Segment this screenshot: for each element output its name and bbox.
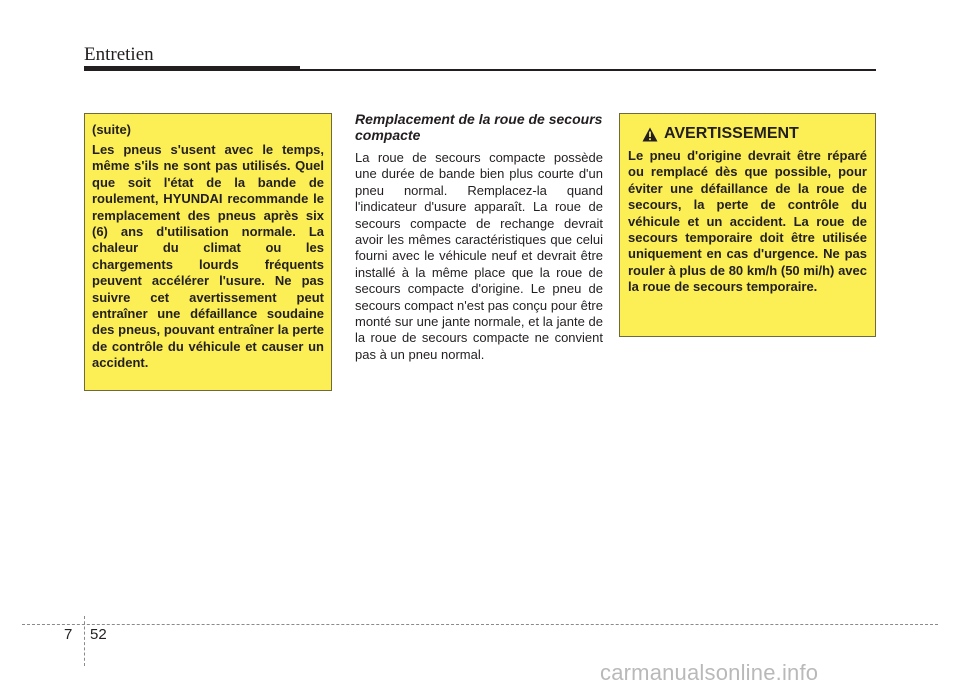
section-compact-spare bbox=[355, 111, 603, 363]
warning-box bbox=[619, 113, 876, 337]
continued-warning-text: Les pneus s'usent avec le temps, même s'ils ne sont pas utilisés. Quel que soit l'état de la bande de roulement, HYUNDAI recommande le remplacement des pneus après six (6) ans d'utilisation normale. La chaleur du climat ou les chargements lourds fréquents peuvent accélérer l'usure. Ne pas suivre cet avertissement peut entraîner une défaillance soudaine des pneus, pouvant entraîner la perte de contrôle du véhicule et causer un accident. bbox=[92, 142, 324, 371]
page-header-title: Entretien bbox=[84, 44, 154, 65]
footer-divider bbox=[22, 624, 938, 625]
watermark: carmanualsonline.info bbox=[600, 660, 819, 685]
continued-label: (suite) bbox=[92, 122, 131, 137]
page-number: 52 bbox=[90, 626, 107, 643]
header-rule-thick bbox=[84, 66, 300, 71]
warning-header bbox=[642, 124, 867, 144]
chapter-number: 7 bbox=[64, 626, 73, 643]
warning-triangle-icon bbox=[642, 127, 658, 142]
header-rule-thin bbox=[300, 69, 876, 71]
continued-warning-box bbox=[84, 113, 332, 391]
footer-vertical-divider bbox=[84, 616, 85, 666]
warning-title: AVERTISSEMENT bbox=[664, 125, 799, 142]
warning-text: Le pneu d'origine devrait être réparé ou remplacé dès que possible, pour éviter une défaillance de la roue de secours, la perte de contrôle du véhicule et un accident. La roue de secours temporaire doit être utilisée uniquement en cas d'urgence. Ne pas rouler à plus de 80 km/h (50 mi/h) avec la roue de secours temporaire. bbox=[628, 148, 867, 295]
section-title: Remplacement de la roue de secours compacte bbox=[355, 111, 603, 143]
section-body: La roue de secours compacte possède une durée de bande bien plus courte d'un pneu normal. Remplacez-la quand l'indicateur d'usure apparaît. La roue de secours compacte de rechange devrait avoir les mêmes caractéristiques que celui fourni avec le véhicule neuf et devrait être installé à la même place que la roue de secours compacte d'origine. Le pneu de secours compact n'est pas conçu pour être monté sur une jante normale, et la jante de la roue de secours compacte ne convient pas à un pneu normal. bbox=[355, 150, 603, 362]
